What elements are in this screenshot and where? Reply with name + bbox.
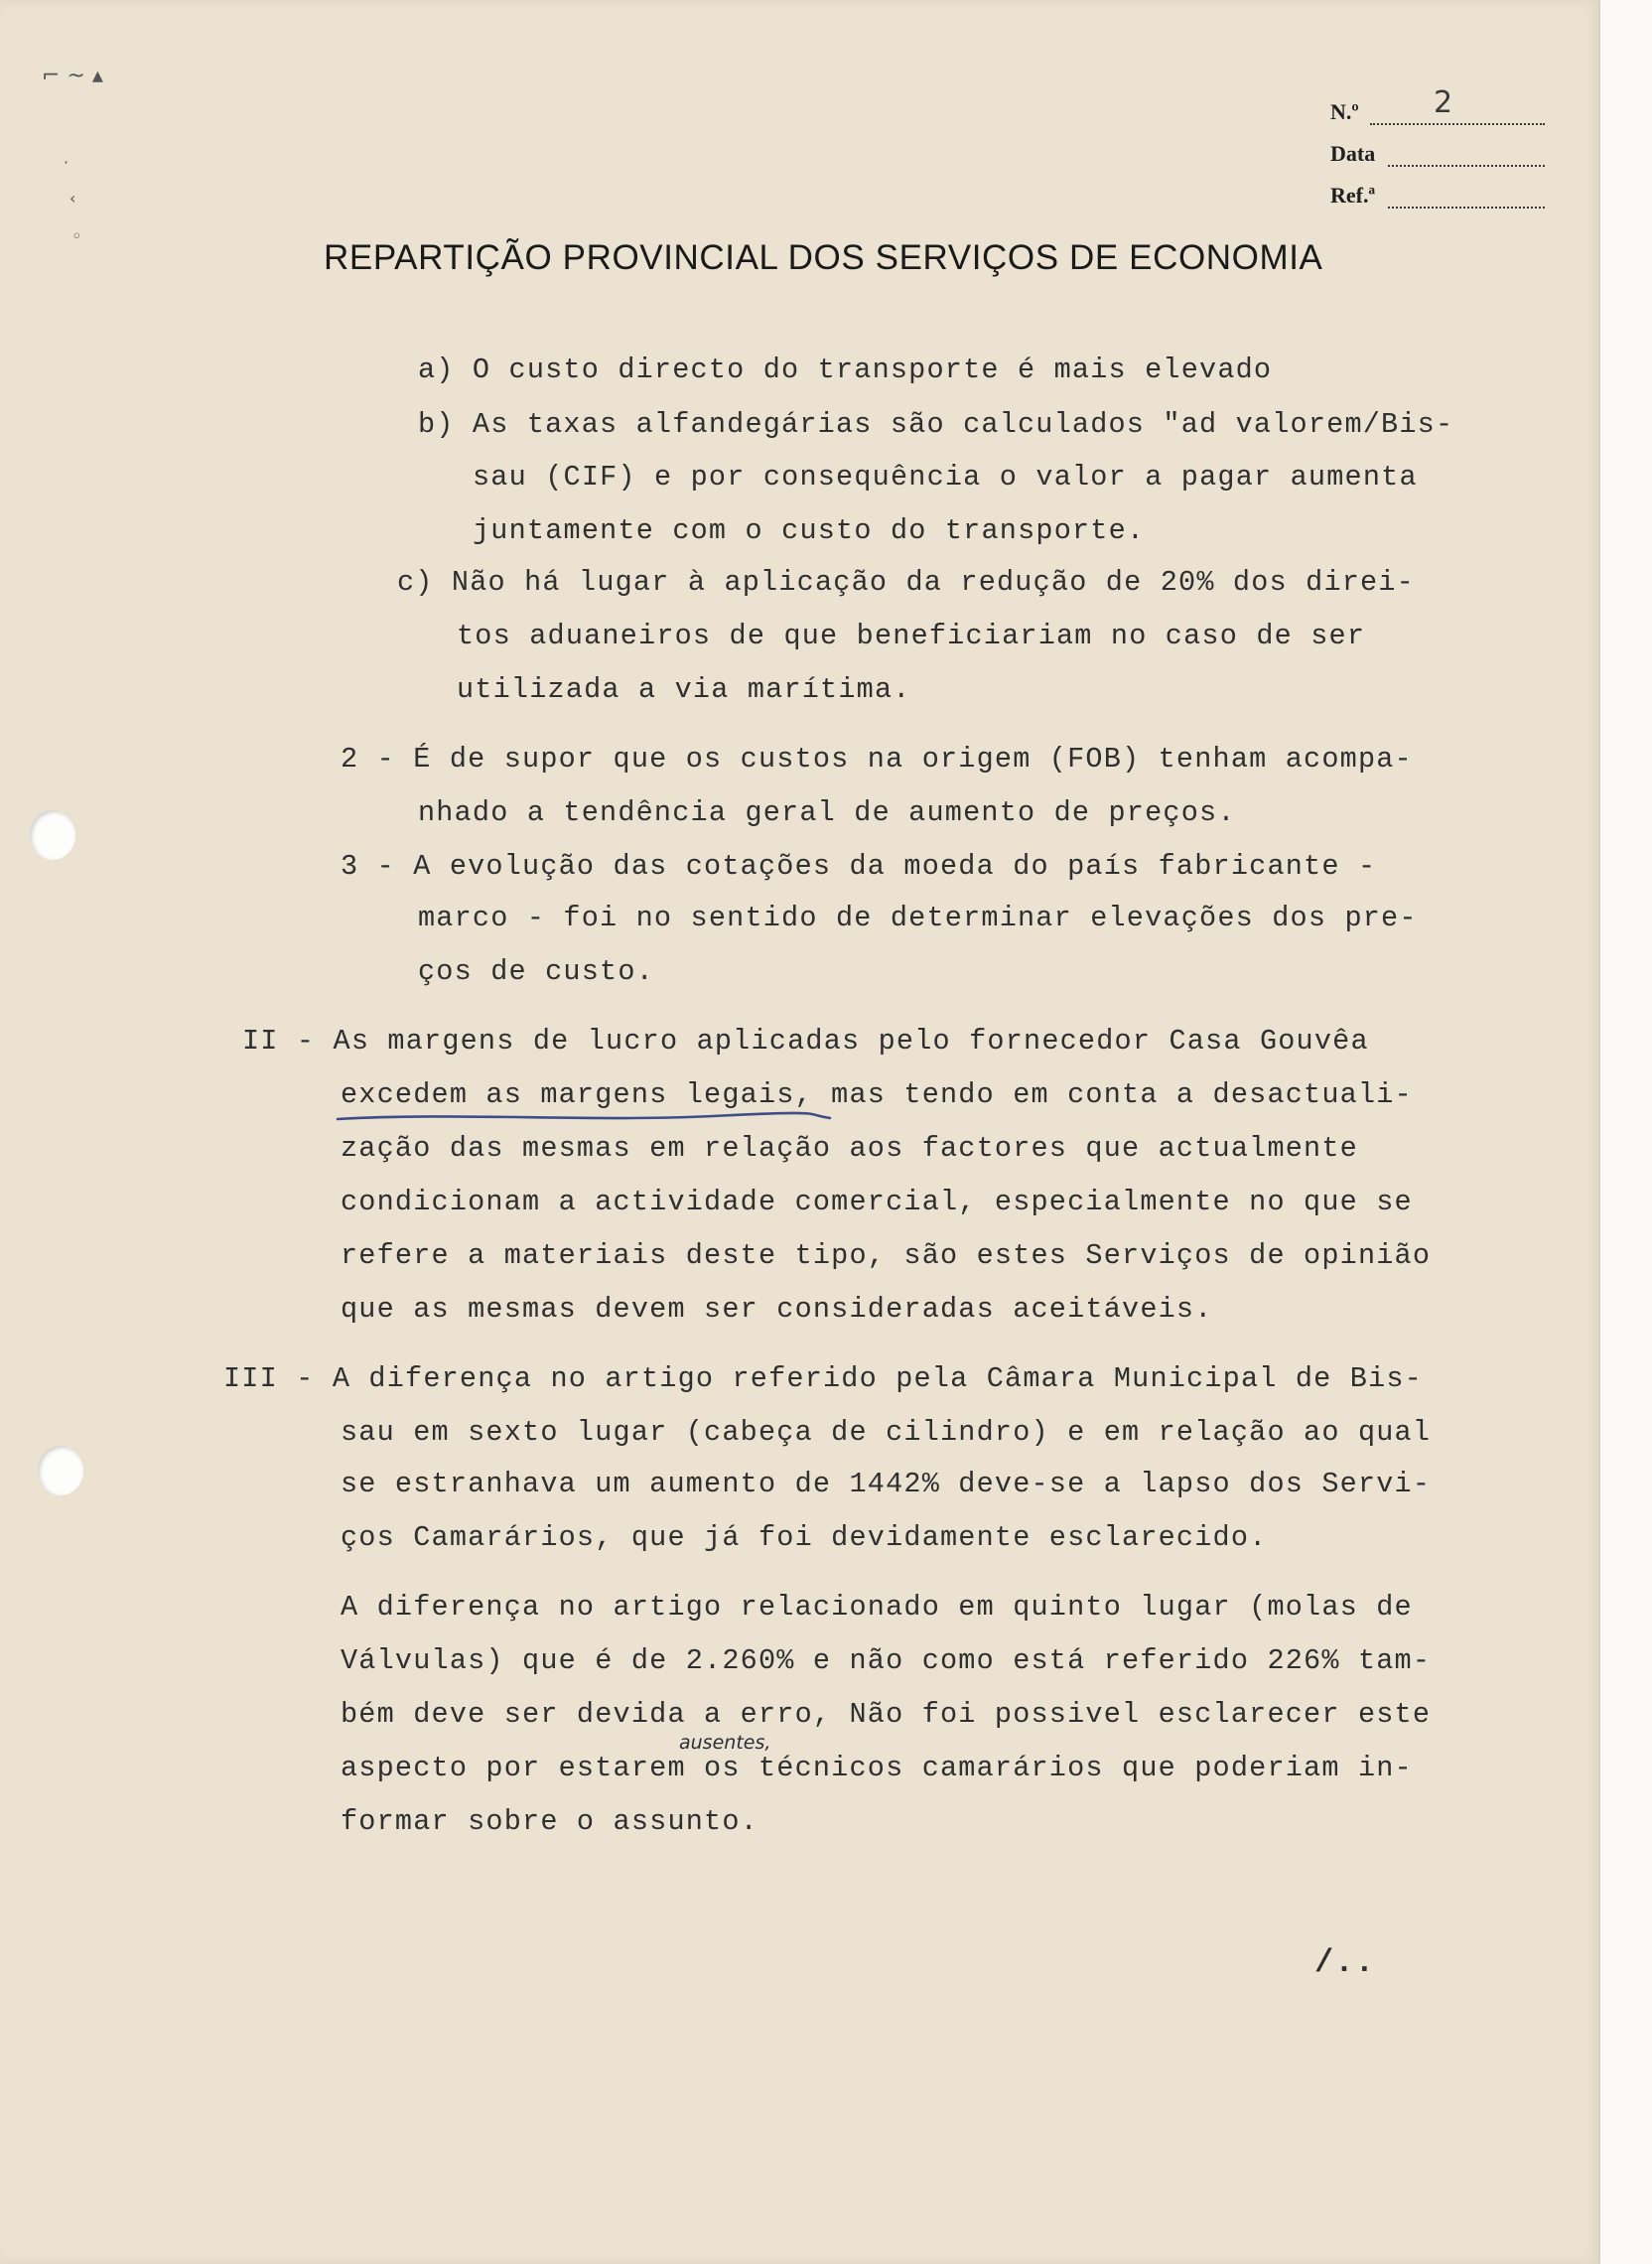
number-dots (1370, 123, 1545, 125)
ref-label: Ref.ª (1330, 183, 1376, 208)
handwritten-underline (336, 1110, 832, 1124)
punch-hole-bottom (38, 1446, 83, 1495)
number-value: 2 (1434, 85, 1453, 120)
text-line: sau (CIF) e por consequência o valor a pagar aumenta (473, 461, 1418, 494)
text-line: juntamente com o custo do transporte. (473, 514, 1146, 547)
text-line: A diferença no artigo relacionado em quinto lugar (molas de (341, 1591, 1413, 1624)
text-line: que as mesmas devem ser consideradas aceitáveis. (341, 1293, 1213, 1326)
number-label: N.º (1330, 99, 1359, 124)
handwritten-insert: ausentes, (679, 1732, 771, 1754)
continuation-mark: /.. (1314, 1944, 1376, 1981)
text-line: a) O custo directo do transporte é mais elevado (418, 354, 1273, 386)
text-line: c) Não há lugar à aplicação da redução de 20% dos direi- (397, 566, 1415, 599)
text-line: II - As margens de lucro aplicadas pelo fornecedor Casa Gouvêa (242, 1025, 1369, 1058)
text-line: tos aduaneiros de que beneficiariam no caso de ser (457, 620, 1366, 652)
page-edge (1598, 0, 1652, 2264)
text-line: condicionam a actividade comercial, especialmente no que se (341, 1186, 1413, 1218)
text-line: refere a materiais deste tipo, são estes Serviços de opinião (341, 1239, 1432, 1272)
text-line: se estranhava um aumento de 1442% deve-se a lapso dos Servi- (341, 1468, 1432, 1500)
text-line: nhado a tendência geral de aumento de preços. (418, 796, 1236, 829)
text-line: formar sobre o assunto. (341, 1805, 758, 1838)
text-line: bém deve ser devida a erro, Não foi possivel esclarecer este (341, 1698, 1432, 1731)
text-line: b) As taxas alfandegárias são calculados "ad valorem/Bis- (418, 408, 1454, 441)
margin-mark: ◦ (71, 226, 82, 247)
text-line: Válvulas) que é de 2.260% e não como está referido 226% tam- (341, 1644, 1432, 1677)
text-line: 3 - A evolução das cotações da moeda do país fabricante - (341, 850, 1377, 883)
page-title: REPARTIÇÃO PROVINCIAL DOS SERVIÇOS DE ECONOMIA (324, 238, 1323, 277)
ref-dots (1388, 207, 1545, 209)
margin-mark: · (64, 153, 69, 172)
text-line: excedem as margens legais, mas tendo em conta a desactuali- (341, 1078, 1413, 1111)
text-line: III - A diferença no artigo referido pela Câmara Municipal de Bis- (223, 1362, 1423, 1395)
text-line: zação das mesmas em relação aos factores que actualmente (341, 1132, 1358, 1165)
date-dots (1388, 165, 1545, 167)
date-label: Data (1330, 141, 1376, 166)
text-line: sau em sexto lugar (cabeça de cilindro) e em relação ao qual (341, 1416, 1432, 1449)
text-line: utilizada a via marítima. (457, 673, 911, 706)
text-line: marco - foi no sentido de determinar elevações dos pre- (418, 902, 1418, 934)
text-line: ços Camarários, que já foi devidamente esclarecido. (341, 1521, 1268, 1554)
text-line: 2 - É de supor que os custos na origem (FOB) tenham acompa- (341, 743, 1413, 776)
corner-mark: ⌐ ~ ▴ (42, 64, 103, 88)
punch-hole-top (30, 810, 75, 860)
text-line: aspecto por estarem os técnicos camarários que poderiam in- (341, 1752, 1413, 1784)
text-line: ços de custo. (418, 955, 654, 988)
margin-mark: ‹ (69, 189, 76, 208)
